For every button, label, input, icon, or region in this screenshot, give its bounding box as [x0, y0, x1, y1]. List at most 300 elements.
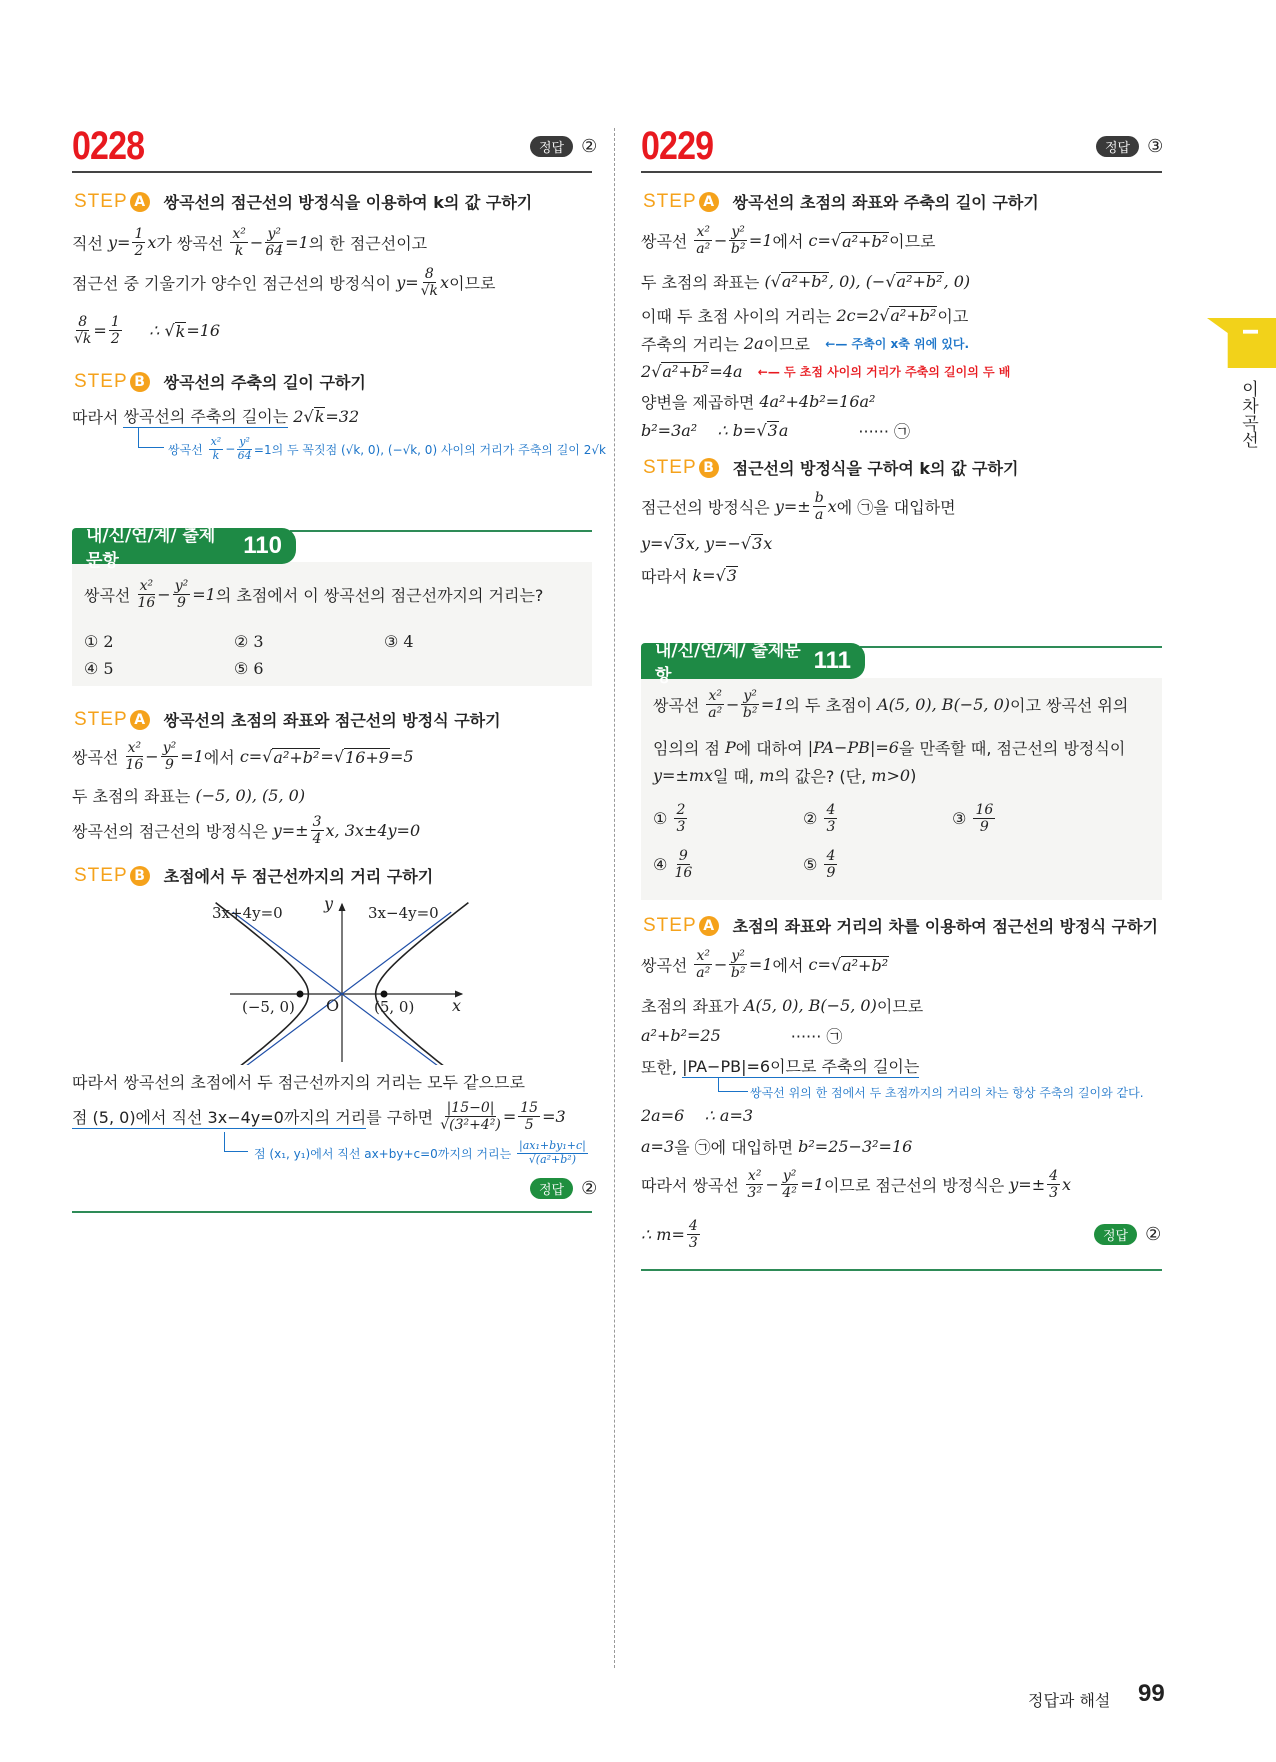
text-segment: ) [910, 766, 917, 785]
text-segment: 이므로 [876, 997, 924, 1016]
radical-sign: √ [663, 534, 674, 553]
text-segment: 주축의 거리는 [641, 335, 744, 354]
fraction [161, 740, 179, 773]
math-segment: , 0) [943, 272, 971, 291]
note-arrow [138, 428, 164, 448]
underlined-segment: 쌍곡선의 주축의 길이는 [123, 404, 288, 428]
numerator: y² [743, 688, 757, 704]
square-root [303, 407, 325, 426]
fraction [973, 802, 995, 835]
numerator: 4 [1049, 1168, 1059, 1184]
step-letter: B [130, 372, 150, 392]
question-text [653, 688, 1128, 721]
numerator: 4 [826, 848, 836, 864]
banner-rule [860, 646, 1162, 648]
math-segment: c= [239, 747, 263, 767]
numerator: y² [162, 740, 177, 756]
fraction [706, 688, 724, 721]
problem-number: 0228 [72, 124, 145, 168]
choice-3[interactable] [952, 802, 997, 835]
denominator: 16 [125, 757, 144, 774]
step-title: 점근선의 방정식을 구하여 k의 값 구하기 [732, 459, 1019, 478]
solution-line [641, 390, 875, 413]
denominator: a² [696, 241, 711, 258]
numerator: x² [232, 226, 246, 242]
choice-5[interactable]: ⑤ 6 [234, 659, 264, 678]
fraction [209, 436, 224, 462]
step-title: 쌍곡선의 점근선의 방정식을 이용하여 k의 값 구하기 [163, 193, 533, 212]
step-a-heading [74, 708, 501, 731]
text-segment: 이고 [937, 307, 969, 326]
math-segment: =1 [748, 231, 773, 251]
math-segment: y= [641, 534, 664, 553]
fraction [694, 948, 712, 981]
numerator: x² [127, 740, 142, 756]
fraction [517, 1140, 588, 1166]
denominator: b² [730, 965, 746, 982]
step-word: STEP [74, 864, 128, 886]
step-b-heading [74, 864, 433, 887]
numerator: |ax₁+by₁+c| [518, 1139, 586, 1152]
banner-rule [290, 530, 592, 532]
solution-line [72, 740, 414, 773]
radical-sign: √ [770, 272, 781, 291]
math-segment: = [93, 321, 107, 341]
numerator: y² [731, 948, 745, 964]
text-segment: 을 만족할 때, 점근선의 방정식이 [898, 739, 1126, 758]
text-segment: 쌍곡선의 점근선의 방정식은 [72, 822, 273, 842]
numerator: 15 [520, 1100, 539, 1116]
text-segment: 또한, [641, 1057, 683, 1077]
radicand: a²+b² [273, 747, 320, 767]
banner-number: 110 [243, 532, 282, 559]
math-segment: a²+b²=25 [641, 1026, 721, 1045]
square-root [663, 534, 685, 553]
numerator: 8 [78, 314, 88, 330]
text-segment: 쌍곡선 [641, 956, 693, 976]
math-segment: 2c=2 [836, 306, 880, 325]
solution-line [641, 1168, 1071, 1201]
solution-line [72, 226, 427, 259]
math-segment: =1 [760, 695, 785, 715]
text-segment: 쌍곡선 위의 한 점에서 두 초점까지의 거리의 차는 항상 주축의 길이와 같다. [750, 1086, 1144, 1100]
numerator: y² [731, 224, 745, 240]
math-segment: 2a=6 ∴ a=3 [641, 1106, 754, 1125]
text-segment: 점근선 중 기울기가 양수인 점근선의 방정식이 [72, 274, 397, 294]
blue-annotation: ←— 주축이 x축 위에 있다. [825, 337, 970, 351]
text-segment: 양변을 제곱하면 [641, 393, 760, 412]
solution-line [641, 332, 969, 355]
math-segment: y=± [272, 821, 309, 841]
text-segment: ③ [952, 809, 972, 829]
answer-badge: 정답 [530, 1178, 573, 1199]
step-letter: B [130, 866, 150, 886]
math-segment: m>0 [871, 766, 911, 785]
chapter-tab[interactable] [1207, 318, 1276, 368]
fraction [109, 314, 122, 347]
denominator: 64 [237, 448, 252, 462]
question-text [653, 736, 1125, 759]
step-letter: A [699, 916, 719, 936]
numerator: 2 [676, 802, 686, 818]
text-segment: 초점의 좌표가 [641, 997, 744, 1016]
fraction [781, 1168, 799, 1201]
note-arrow [224, 1132, 248, 1152]
radicand: 3 [726, 566, 737, 586]
math-segment: − [725, 695, 740, 715]
question-text [84, 578, 543, 611]
section-end-rule [72, 1211, 592, 1213]
math-segment: y=± [1009, 1175, 1046, 1195]
radical-sign: √ [830, 231, 842, 251]
numerator: x² [747, 1168, 762, 1184]
math-segment: A(5, 0), B(−5, 0) [877, 695, 1010, 715]
step-word: STEP [74, 190, 128, 212]
numerator: 1 [134, 226, 144, 242]
focus-right-label: (5, 0) [374, 998, 415, 1016]
fraction [237, 436, 252, 462]
text-segment: 쌍곡선 [72, 748, 124, 768]
math-segment: x, y=− [685, 534, 741, 553]
text-segment: − [225, 442, 236, 457]
numerator: y² [782, 1168, 797, 1184]
denominator: 5 [524, 1117, 534, 1134]
text-segment: ① [653, 809, 673, 829]
text-segment: 이므로 [889, 232, 936, 252]
page-number: 99 [1138, 1680, 1165, 1707]
denominator: b² [742, 705, 758, 722]
text-segment: 을 ㉠에 대입하면 [674, 1138, 799, 1157]
math-segment: , 0), (− [828, 272, 886, 291]
math-segment: =1 [748, 955, 773, 975]
chapter-title: 이차곡선 [1238, 380, 1258, 448]
solution-line [641, 564, 738, 587]
radicand: 3 [674, 534, 685, 554]
math-segment: − [713, 955, 728, 975]
math-segment: =1 [192, 585, 216, 605]
numerator: 16 [975, 802, 994, 818]
focus-right [381, 991, 388, 998]
radicand: a²+b² [842, 231, 889, 251]
numerator: 3 [312, 814, 322, 830]
solution-line [641, 1054, 919, 1078]
math-segment: a=3 [641, 1137, 675, 1156]
answer-value: ② [581, 1178, 598, 1199]
fraction [265, 226, 283, 259]
step-a-heading [74, 190, 532, 213]
numerator: y² [267, 226, 281, 242]
problem-number: 0229 [641, 124, 714, 168]
step-letter: A [130, 192, 150, 212]
denominator: 9 [165, 757, 174, 774]
fraction [173, 578, 191, 611]
numerator: 4 [826, 802, 836, 818]
banner-number: 111 [813, 647, 851, 674]
math-segment: x [147, 233, 157, 253]
radical-sign: √ [164, 321, 175, 341]
radicand: a²+b² [842, 955, 889, 975]
numerator: x² [210, 435, 222, 448]
fraction [230, 226, 248, 259]
radical-sign: √ [651, 362, 662, 381]
square-root [651, 362, 709, 381]
denominator: 9 [177, 595, 186, 612]
step-letter: A [699, 192, 719, 212]
denominator: 16 [137, 595, 156, 612]
focus-left-label: (−5, 0) [242, 998, 295, 1016]
numerator: 9 [678, 848, 688, 864]
square-root [885, 272, 943, 291]
denominator: 9 [826, 865, 836, 882]
denominator: √k [74, 331, 92, 348]
fraction [729, 948, 747, 981]
radical-sign: √ [262, 747, 273, 767]
choice-4[interactable]: ④ 5 [84, 659, 114, 678]
hyperbola-graph [200, 890, 470, 1065]
radicand: 3 [767, 421, 778, 441]
text-segment: 이므로 점근선의 방정식은 [823, 1176, 1010, 1196]
text-segment: ⑤ [803, 855, 823, 875]
origin-label: O [326, 996, 340, 1015]
square-root [262, 747, 320, 766]
text-segment: =1의 두 꼭짓점 (√k, 0), (−√k, 0) 사이의 거리가 주축의 길이 2√k [253, 442, 606, 457]
radicand: a²+b² [896, 272, 943, 292]
fraction [741, 688, 759, 721]
annotation-note [750, 1084, 1144, 1101]
solution-line [72, 1100, 566, 1133]
solution-line [641, 362, 1010, 381]
step-a-heading [643, 190, 1039, 213]
x-axis-label: x [452, 996, 462, 1015]
denominator: 3 [1049, 1185, 1059, 1202]
answer-value: ③ [1147, 136, 1164, 157]
text-segment: 직선 [72, 234, 108, 254]
answer-label [530, 136, 597, 157]
text-segment: 의 한 점근선이고 [308, 234, 428, 254]
denominator: 3² [747, 1185, 762, 1202]
math-segment: x [440, 273, 450, 293]
section-end-rule [641, 1269, 1162, 1271]
math-segment: x [763, 534, 773, 553]
radicand: k [175, 321, 186, 341]
numerator: y² [239, 435, 250, 448]
banner-label: 내/신/연/계/ 출제문항 [655, 641, 801, 686]
fraction [687, 1218, 700, 1251]
text-segment: 이고 쌍곡선 위의 [1009, 696, 1129, 716]
footer-label: 정답과 해설 [1028, 1691, 1111, 1710]
numerator: b [814, 490, 824, 506]
math-segment: y= [396, 273, 419, 293]
radical-sign: √ [879, 306, 890, 325]
denominator: 4 [312, 831, 322, 848]
math-segment: 4a²+4b²=16a² [759, 392, 876, 411]
text-segment: 따라서 쌍곡선의 초점에서 두 점근선까지의 거리는 모두 같으므로 [72, 1073, 525, 1092]
math-segment: y= [108, 233, 131, 253]
y-axis-label: y [324, 894, 334, 913]
choice-1[interactable] [653, 802, 689, 835]
radicand: a²+b² [781, 272, 828, 292]
square-root [831, 231, 889, 250]
math-segment: =32 [325, 406, 360, 426]
answer-value: ② [581, 136, 598, 157]
numerator: 4 [688, 1218, 698, 1234]
math-segment: 2a [743, 334, 764, 353]
math-segment: − [713, 231, 728, 251]
math-segment: |PA−PB|=6 [807, 738, 899, 757]
annotation-note [168, 436, 606, 462]
square-root [164, 321, 186, 340]
denominator: 3 [826, 819, 836, 836]
step-title: 쌍곡선의 초점의 좌표와 점근선의 방정식 구하기 [163, 711, 501, 730]
math-segment: − [765, 1175, 779, 1195]
choice-2[interactable]: ② 3 [234, 632, 264, 651]
step-word: STEP [643, 914, 697, 936]
radical-sign: √ [715, 566, 726, 585]
radicand: k [314, 406, 325, 426]
math-segment: x [827, 497, 837, 517]
fraction [746, 1168, 764, 1201]
math-segment: P [725, 738, 736, 757]
denominator: 16 [674, 865, 693, 882]
math-segment: = [502, 1107, 517, 1127]
fraction [674, 848, 692, 881]
denominator: 64 [265, 243, 284, 260]
underlined-segment: 점 (5, 0)에서 직선 3x−4y=0까지의 거리 [72, 1105, 366, 1129]
numerator: x² [139, 578, 154, 594]
equation-tag: ······ ㉠ [790, 1027, 843, 1046]
chapter-roman: I [1238, 328, 1262, 336]
step-letter: A [130, 710, 150, 730]
answer-badge: 정답 [530, 136, 573, 157]
fraction [137, 578, 155, 611]
note-arrow [718, 1078, 748, 1092]
solution-line [72, 784, 305, 807]
solution-line [641, 948, 889, 981]
square-root [771, 272, 829, 291]
text-segment: 의 초점에서 이 쌍곡선의 점근선까지의 거리는? [215, 586, 544, 606]
text-segment: 쌍곡선 [84, 586, 136, 606]
problem-banner [72, 526, 296, 571]
fraction [674, 802, 687, 835]
radicand: a²+b² [662, 362, 709, 382]
text-segment: ② [803, 809, 823, 829]
denominator: 2 [134, 243, 144, 260]
numerator: x² [696, 224, 710, 240]
denominator: k [212, 448, 220, 462]
text-segment: 점 (x₁, y₁)에서 직선 ax+by+c=0까지의 거리는 [254, 1146, 515, 1161]
math-segment: =4a [709, 362, 743, 381]
square-root [831, 955, 889, 974]
math-segment: c= [808, 955, 831, 975]
text-segment: 가 쌍곡선 [156, 234, 229, 254]
math-segment: k= [692, 566, 716, 585]
radical-sign: √ [885, 272, 896, 291]
text-segment: 이므로 [763, 335, 826, 354]
solution-line [641, 224, 935, 257]
math-segment: 2 [641, 362, 652, 381]
problem-banner [641, 641, 865, 686]
solution-line [72, 314, 220, 347]
solution-line [641, 419, 910, 442]
text-segment: 에서 [203, 748, 240, 768]
banner-label: 내/신/연/계/ 출제문항 [86, 526, 216, 571]
choice-1[interactable]: ① 2 [84, 632, 114, 651]
text-segment: 따라서 [641, 567, 693, 586]
math-segment: ( [764, 272, 771, 291]
fraction [440, 1100, 501, 1133]
square-root [879, 306, 937, 325]
choice-3[interactable]: ③ 4 [384, 632, 414, 651]
math-segment: 2 [293, 406, 304, 426]
choice-5[interactable] [803, 848, 839, 881]
radical-sign: √ [740, 534, 752, 553]
denominator: √k [420, 283, 439, 300]
choice-4[interactable] [653, 848, 694, 881]
step-b-heading [643, 456, 1018, 479]
choice-2[interactable] [803, 802, 839, 835]
text-segment: 에서 [772, 956, 809, 976]
text-segment: 의 값은? (단, [774, 767, 872, 786]
annotation-note [254, 1140, 590, 1166]
solution-line [641, 1024, 842, 1047]
denominator: a² [696, 965, 711, 982]
text-segment: 에 ㉠을 대입하면 [836, 498, 956, 518]
fraction [1047, 1168, 1060, 1201]
numerator: 1 [110, 314, 120, 330]
math-segment: ∴ [123, 321, 165, 341]
numerator: y² [174, 578, 189, 594]
math-segment: y=± [774, 497, 811, 517]
radical-sign: √ [830, 955, 842, 975]
math-segment: c= [808, 231, 831, 251]
solution-line [641, 1106, 753, 1125]
solution-line [72, 266, 495, 299]
fraction [421, 266, 438, 299]
text-segment: 에서 [772, 232, 809, 252]
numerator: x² [708, 688, 722, 704]
text-segment: 따라서 쌍곡선 [641, 1176, 744, 1196]
text-segment: 일 때, [713, 767, 760, 786]
math-segment: m [759, 766, 775, 785]
denominator: b² [730, 241, 746, 258]
numerator: |15−0| [446, 1100, 495, 1116]
solution-line [72, 1070, 525, 1093]
column-divider [614, 128, 615, 1668]
math-segment: − [157, 585, 171, 605]
text-segment: 에 대하여 [735, 739, 808, 758]
text-segment [743, 362, 758, 381]
denominator: a² [708, 705, 723, 722]
text-segment: 점근선의 방정식은 [641, 498, 775, 518]
step-a-heading [643, 914, 1158, 937]
math-segment: ∴ m= [641, 1225, 685, 1245]
question-text [653, 764, 916, 787]
fraction [518, 1100, 540, 1133]
square-root [334, 747, 390, 766]
fraction [729, 224, 747, 257]
step-b-heading [74, 370, 366, 393]
numerator: x² [696, 948, 710, 964]
header-rule [72, 171, 592, 173]
step-word: STEP [643, 190, 697, 212]
text-segment: 쌍곡선 [168, 442, 207, 457]
denominator: 3 [688, 1235, 698, 1252]
math-segment: =1 [285, 233, 309, 253]
math-segment: b²=3a² ∴ b= [641, 421, 757, 440]
answer-badge: 정답 [1096, 136, 1139, 157]
text-segment: ④ [653, 855, 673, 875]
text-segment: 의 두 초점이 [784, 696, 878, 716]
